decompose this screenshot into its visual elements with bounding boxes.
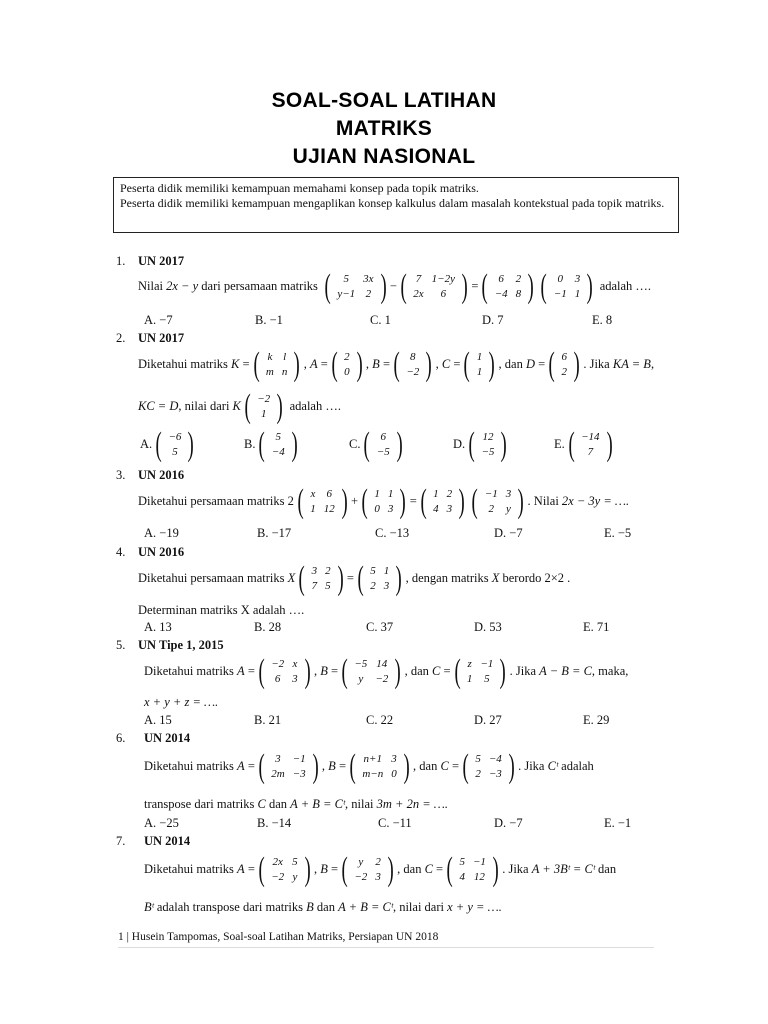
matrix: ( −2 x 6 3 ) (258, 653, 311, 690)
option-d: D. ( 12 −5 ) (453, 426, 508, 463)
option-e: E. ( −14 7 ) (554, 426, 613, 463)
matrix: ( −1 3 2 y ) (472, 483, 524, 520)
matrix: ( 2 0 ) (331, 346, 363, 383)
text: , dan (404, 663, 433, 678)
text: , dan (397, 861, 425, 876)
option-b: B. −17 (257, 526, 292, 540)
matrix: ( 5 3x y−1 2 ) (324, 268, 387, 305)
expr: x + y = …. (447, 900, 502, 914)
option-c: C. 1 (370, 313, 391, 327)
option-b: B. 28 (254, 620, 282, 634)
matrix: ( 5 −1 4 12 ) (446, 851, 499, 888)
expr: 2x − y (166, 278, 199, 293)
option-c: C. −11 (378, 816, 412, 830)
question-source: UN 2017 (138, 254, 185, 268)
question-number: 5. (116, 638, 126, 652)
expr: A − B = C (539, 663, 592, 678)
text: dan (594, 861, 617, 876)
question-1-text: Nilai 2x − y dari persamaan matriks ( 5 3x y−1 2 ) − ( 7 1−2y 2x 6 ) = ( 6 2 −4 8 ) ( 0 3 −1 1 ) adalah …. (138, 268, 652, 305)
text: Diketahui matriks (138, 356, 232, 371)
option-a: A. −19 (144, 526, 179, 540)
option-c: C. ( 6 −5 ) (349, 426, 403, 463)
question-source: UN 2016 (138, 545, 185, 559)
question-7-text: Diketahui matriks A = ( 2x 5 −2 y ) , B = ( y 2 −2 3 ) , dan C = ( 5 −1 4 12 ) . Jika A + 3Bᵗ = Cᵗ dan (144, 851, 617, 888)
text: berordo (499, 570, 545, 585)
matrix: ( −2 1 ) (244, 388, 283, 425)
expr: A + B = Cᵗ (338, 900, 393, 914)
competency-box (113, 177, 679, 233)
matrix: ( 3 −1 2m −3 ) (258, 748, 319, 785)
question-number: 3. (116, 468, 126, 482)
question-source: UN 2014 (144, 834, 191, 848)
matrix: ( n+1 3 m−n 0 ) (349, 748, 410, 785)
expr: 2x − 3y = …. (561, 493, 630, 508)
text: adalah …. (596, 278, 652, 293)
matrix: ( 5 1 2 3 ) (357, 560, 403, 597)
text: dan (313, 900, 339, 914)
text: transpose dari matriks (144, 797, 258, 811)
option-e: E. −5 (604, 526, 632, 540)
matrix: ( 5 −4 2 −3 ) (462, 748, 515, 785)
option-a: A. ( −6 5 ) (140, 426, 195, 463)
option-e: E. 29 (583, 713, 610, 727)
question-4-text: Diketahui persamaan matriks X ( 3 2 7 5 ) = ( 5 1 2 3 ) , dengan matriks X berordo 2×2 . (138, 560, 571, 597)
option-d: D. 53 (474, 620, 502, 634)
text: , nilai (345, 797, 377, 811)
text: Diketahui matriks (144, 758, 238, 773)
text: , maka, (591, 663, 629, 678)
title-line-2: MATRIKS (335, 117, 433, 140)
matrix: ( x 6 1 12 ) (297, 483, 348, 520)
page-footer: 1 | Husein Tampomas, Soal-soal Latihan Matriks, Persiapan UN 2018 (118, 931, 439, 943)
title-line-1: SOAL-SOAL LATIHAN (271, 89, 497, 112)
option-d: D. 27 (474, 713, 502, 727)
option-a: A. −7 (144, 313, 173, 327)
question-source: UN 2014 (144, 731, 191, 745)
text: . Jika (509, 663, 540, 678)
option-b: B. −14 (257, 816, 292, 830)
question-number: 2. (116, 331, 126, 345)
expr: A + 3Bᵗ = Cᵗ (531, 861, 595, 876)
matrix: ( 1 1 0 3 ) (361, 483, 407, 520)
question-source: UN 2017 (138, 331, 185, 345)
option-c: C. 22 (366, 713, 394, 727)
text: . Jika (583, 356, 613, 371)
title-line-3: UJIAN NASIONAL (292, 145, 476, 168)
option-d: D. 7 (482, 313, 504, 327)
option-e: E. 71 (583, 620, 610, 634)
expr: C (257, 797, 266, 811)
question-2-line-2: KC = D, nilai dari K ( −2 1 ) adalah …. (138, 388, 341, 425)
question-5-text: Diketahui matriks A = ( −2 x 6 3 ) , B = ( −5 14 y −2 ) , dan C = ( z −1 1 5 ) . Jika A − B = C, maka, (144, 653, 629, 690)
question-6-text: Diketahui matriks A = ( 3 −1 2m −3 ) , B = ( n+1 3 m−n 0 ) , dan C = ( 5 −4 2 −3 ) . Jika Cᵗ adalah (144, 748, 594, 785)
text: . Jika (518, 758, 548, 773)
matrix: ( 8 −2 ) (393, 346, 433, 383)
matrix: ( 0 3 −1 1 ) (541, 268, 594, 305)
expr: X (491, 570, 500, 585)
question-5-line-2: x + y + z = …. (144, 695, 219, 709)
expr: KA = B (612, 356, 651, 371)
option-a: A. 13 (144, 620, 172, 634)
text: adalah …. (286, 398, 341, 413)
competency-line-1: Peserta didik memiliki kemampuan memahami konsep pada topik matriks. (120, 181, 479, 195)
question-7-line-2 (144, 900, 502, 915)
question-2-text: Diketahui matriks K = ( k l m n ) , A = ( 2 0 ) , B = ( 8 −2 ) , C = ( 1 1 ) , dan D = ( 6 2 ) . Jika KA = B, (138, 346, 655, 383)
matrix: ( k l m n ) (253, 346, 301, 383)
text: , nilai dari (178, 398, 233, 413)
text: adalah (558, 758, 594, 773)
text: , nilai dari (392, 900, 448, 914)
matrix: ( 6 2 −4 8 ) (481, 268, 534, 305)
question-number: 4. (116, 545, 126, 559)
matrix: ( 1 2 4 3 ) (420, 483, 465, 520)
expr: 3m + 2n = …. (376, 797, 449, 811)
question-3-text: Diketahui persamaan matriks 2 ( x 6 1 12 ) + ( 1 1 0 3 ) = ( 1 2 4 3 ) ( −1 3 2 y ) . Nilai 2x − 3y = …. (138, 483, 630, 520)
option-b: B. ( 5 −4 ) (244, 426, 298, 463)
text: Diketahui persamaan matriks (138, 570, 288, 585)
option-b: B. −1 (255, 313, 283, 327)
text: , dan (498, 356, 526, 371)
option-c: C. −13 (375, 526, 410, 540)
matrix: ( 2x 5 −2 y ) (258, 851, 311, 888)
question-number: 7. (116, 834, 126, 848)
text: Diketahui matriks (144, 861, 238, 876)
matrix: ( 6 2 ) (548, 346, 580, 383)
expr: Cᵗ (547, 758, 559, 773)
text: , dan (413, 758, 441, 773)
expr: KC = D (138, 398, 179, 413)
expr: 2×2 (544, 570, 565, 585)
question-source: UN Tipe 1, 2015 (138, 638, 224, 652)
text: . Jika (502, 861, 532, 876)
text: dan (265, 797, 291, 811)
text: Diketahui matriks (144, 663, 238, 678)
text: . Nilai (527, 493, 562, 508)
expr: B (306, 900, 314, 914)
option-e: E. 8 (592, 313, 613, 327)
text: Diketahui persamaan matriks (138, 493, 288, 508)
option-d: D. −7 (494, 526, 523, 540)
matrix: ( 1 1 ) (463, 346, 495, 383)
competency-line-2: Peserta didik memiliki kemampuan mengaplikan konsep kalkulus dalam masalah kontekstual pada topik matriks. (120, 195, 665, 210)
matrix: ( 7 1−2y 2x 6 ) (400, 268, 468, 305)
option-e: E. −1 (604, 816, 632, 830)
text: dari persamaan matriks (198, 278, 318, 293)
option-d: D. −7 (494, 816, 523, 830)
expr: A + B = Cᵗ (290, 797, 346, 811)
text: , dengan matriks (405, 570, 492, 585)
matrix: ( y 2 −2 3 ) (341, 851, 394, 888)
option-a: A. −25 (144, 816, 179, 830)
expr: Bᵗ (144, 900, 154, 914)
question-source: UN 2016 (138, 468, 185, 482)
text: Nilai (138, 278, 167, 293)
matrix: ( 3 2 7 5 ) (298, 560, 344, 597)
question-4-line-2: Determinan matriks X adalah …. (138, 603, 305, 617)
question-6-line-2 (144, 797, 448, 812)
option-c: C. 37 (366, 620, 394, 634)
matrix: ( z −1 1 5 ) (454, 653, 507, 690)
text: adalah transpose dari matriks (153, 900, 307, 914)
question-number: 6. (116, 731, 126, 745)
footer-divider (118, 947, 654, 948)
matrix: ( −5 14 y −2 ) (341, 653, 402, 690)
question-number: 1. (116, 254, 126, 268)
option-a: A. 15 (144, 713, 172, 727)
option-b: B. 21 (254, 713, 282, 727)
